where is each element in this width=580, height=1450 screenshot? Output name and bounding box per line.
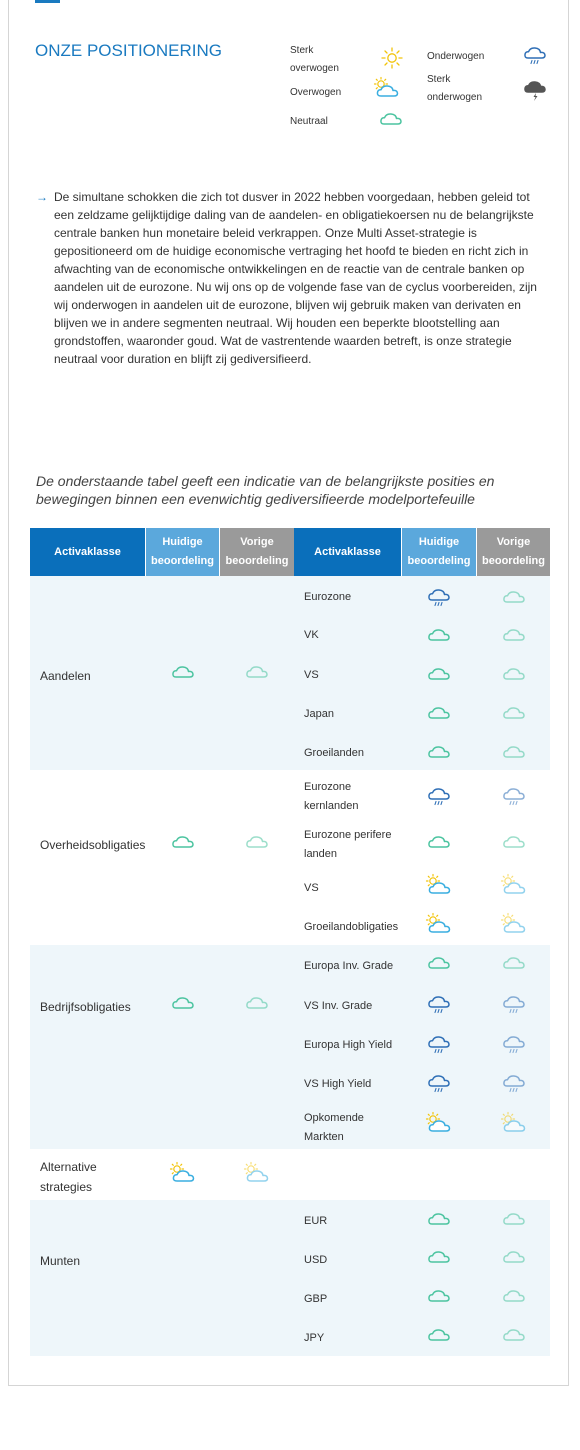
neutral-cloud-icon: [427, 1288, 453, 1306]
neutral-cloud-icon: [427, 744, 453, 762]
sub-label-corp-europe-ig: Europa Inv. Grade: [304, 960, 394, 972]
band-currencies: [30, 1200, 550, 1356]
sun-cloud-icon: [499, 873, 531, 897]
neutral-cloud-icon: [427, 955, 453, 973]
header-previous-rating: Vorige beoordeling: [220, 528, 294, 576]
neutral-cloud-icon: [427, 705, 453, 723]
sub-label-gov-eurozone-periphery: Eurozone perifere landen: [304, 829, 392, 860]
group-label-equities: Aandelen: [40, 669, 91, 683]
page-title: ONZE POSITIONERING: [35, 41, 223, 60]
sub-label-corp-us-ig: VS Inv. Grade: [304, 1000, 373, 1012]
rain-cloud-icon: [502, 994, 528, 1016]
sub-label-gov-us: VS: [304, 882, 319, 894]
rain-cloud-icon: [427, 786, 453, 808]
neutral-cloud-icon: [502, 1327, 528, 1345]
sun-cloud-icon: [372, 76, 404, 100]
neutral-cloud-icon: [379, 108, 405, 128]
neutral-cloud-icon: [171, 834, 197, 852]
table-caption: De onderstaande tabel geeft een indicatie van de belangrijkste posities en bewegingen binnen een evenwichtig gediversifieerde modelportefeuille: [36, 473, 495, 507]
sub-label-equities-eurozone: Eurozone: [304, 591, 352, 603]
neutral-cloud-icon: [245, 664, 271, 682]
sub-label-equities-japan: Japan: [304, 708, 334, 720]
intro-paragraph: [36, 188, 541, 368]
sub-label-fx-jpy: JPY: [304, 1332, 325, 1344]
rain-cloud-icon: [427, 1034, 453, 1056]
neutral-cloud-icon: [502, 834, 528, 852]
header-asset-class-2: Activaklasse: [294, 528, 401, 576]
neutral-cloud-icon: [427, 1327, 453, 1345]
group-label-alternatives: Alternative strategies: [40, 1160, 97, 1194]
intro-text: De simultane schokken die zich tot dusver in 2022 hebben voorgedaan, hebben geleid tot een zeldzame gelijktijdige daling van de aandelen- en obligatiekoersen nu de belangrijkste centrale banken hun monetaire beleid verkrappen. Onze Multi Asset-strategie is gepositioneerd om de huidige economische vertraging het hoofd te bieden en richt zich in afwachting van de economische ontwikkelingen en de reactie van de centrale banken op aandelen uit de eurozone. Nu wij ons op de volgende fase van de cyclus voorbereiden, zijn wij onderwogen in aandelen uit de eurozone, blijven wij gebruik maken van derivaten en blijven we in andere segmenten neutraal. Wij houden een beperkte blootstelling aan grondstoffen, waaronder goud. Wat de vastrentende waarden betreft, is onze strategie neutraal voor duration en blijft zij gediversifieerd.: [54, 190, 537, 366]
header-current-rating-2: Huidige beoordeling: [402, 528, 476, 576]
neutral-cloud-icon: [427, 1211, 453, 1229]
sun-cloud-icon: [424, 1111, 456, 1135]
sub-label-fx-gbp: GBP: [304, 1293, 328, 1305]
header-asset-class: Activaklasse: [30, 528, 145, 576]
rain-cloud-icon: [523, 44, 549, 68]
neutral-cloud-icon: [502, 666, 528, 684]
arrow-right-icon: →: [36, 190, 48, 204]
sun-cloud-icon: [168, 1161, 200, 1185]
rain-cloud-icon: [502, 786, 528, 808]
neutral-cloud-icon: [245, 995, 271, 1013]
rain-cloud-icon: [427, 994, 453, 1016]
table-header: [30, 528, 550, 576]
sun-icon: [380, 46, 404, 70]
legend-overweight-label: Overwogen: [290, 87, 342, 98]
sub-label-gov-eurozone-core: Eurozone kernlanden: [304, 781, 359, 812]
neutral-cloud-icon: [502, 1211, 528, 1229]
top-accent-bar: [35, 0, 60, 3]
legend-underweight-label: Onderwogen: [427, 51, 485, 62]
storm-cloud-icon: [523, 78, 549, 104]
sub-label-equities-us: VS: [304, 669, 319, 681]
sub-label-corp-europe-hy: Europa High Yield: [304, 1039, 393, 1051]
neutral-cloud-icon: [502, 1288, 528, 1306]
sub-label-corp-emerging: Opkomende Markten: [304, 1112, 364, 1143]
group-label-currencies: Munten: [40, 1254, 81, 1268]
neutral-cloud-icon: [427, 627, 453, 645]
neutral-cloud-icon: [502, 1249, 528, 1267]
neutral-cloud-icon: [502, 705, 528, 723]
group-label-government-bonds: Overheidsobligaties: [40, 838, 146, 852]
neutral-cloud-icon: [502, 955, 528, 973]
sub-label-gov-emerging: Groeilandobligaties: [304, 921, 399, 933]
header-previous-rating-2: Vorige beoordeling: [477, 528, 550, 576]
neutral-cloud-icon: [427, 666, 453, 684]
neutral-cloud-icon: [502, 744, 528, 762]
neutral-cloud-icon: [427, 834, 453, 852]
neutral-cloud-icon: [502, 627, 528, 645]
rain-cloud-icon: [502, 1073, 528, 1095]
rain-cloud-icon: [427, 1073, 453, 1095]
rain-cloud-icon: [427, 587, 453, 609]
sub-label-fx-eur: EUR: [304, 1215, 328, 1227]
sun-cloud-icon: [424, 912, 456, 936]
sub-label-fx-usd: USD: [304, 1254, 328, 1266]
legend-neutral-label: Neutraal: [290, 116, 328, 127]
sun-cloud-icon: [499, 1111, 531, 1135]
sun-cloud-icon: [424, 873, 456, 897]
neutral-cloud-icon: [502, 589, 528, 607]
neutral-cloud-icon: [245, 834, 271, 852]
legend-strong-overweight-label: Sterk overwogen: [290, 45, 339, 74]
header-current-rating: Huidige beoordeling: [146, 528, 219, 576]
neutral-cloud-icon: [171, 664, 197, 682]
band-corporate-bonds: [30, 945, 550, 1149]
sun-cloud-icon: [499, 912, 531, 936]
sub-label-equities-uk: VK: [304, 629, 319, 641]
neutral-cloud-icon: [171, 995, 197, 1013]
group-label-corporate-bonds: Bedrijfsobligaties: [40, 1000, 131, 1014]
sun-cloud-icon: [242, 1161, 274, 1185]
rain-cloud-icon: [502, 1034, 528, 1056]
band-equities: [30, 576, 550, 770]
legend-strong-underweight-label: Sterk onderwogen: [427, 74, 483, 103]
neutral-cloud-icon: [427, 1249, 453, 1267]
sub-label-corp-us-hy: VS High Yield: [304, 1078, 372, 1090]
sub-label-equities-emerging: Groeilanden: [304, 747, 364, 759]
